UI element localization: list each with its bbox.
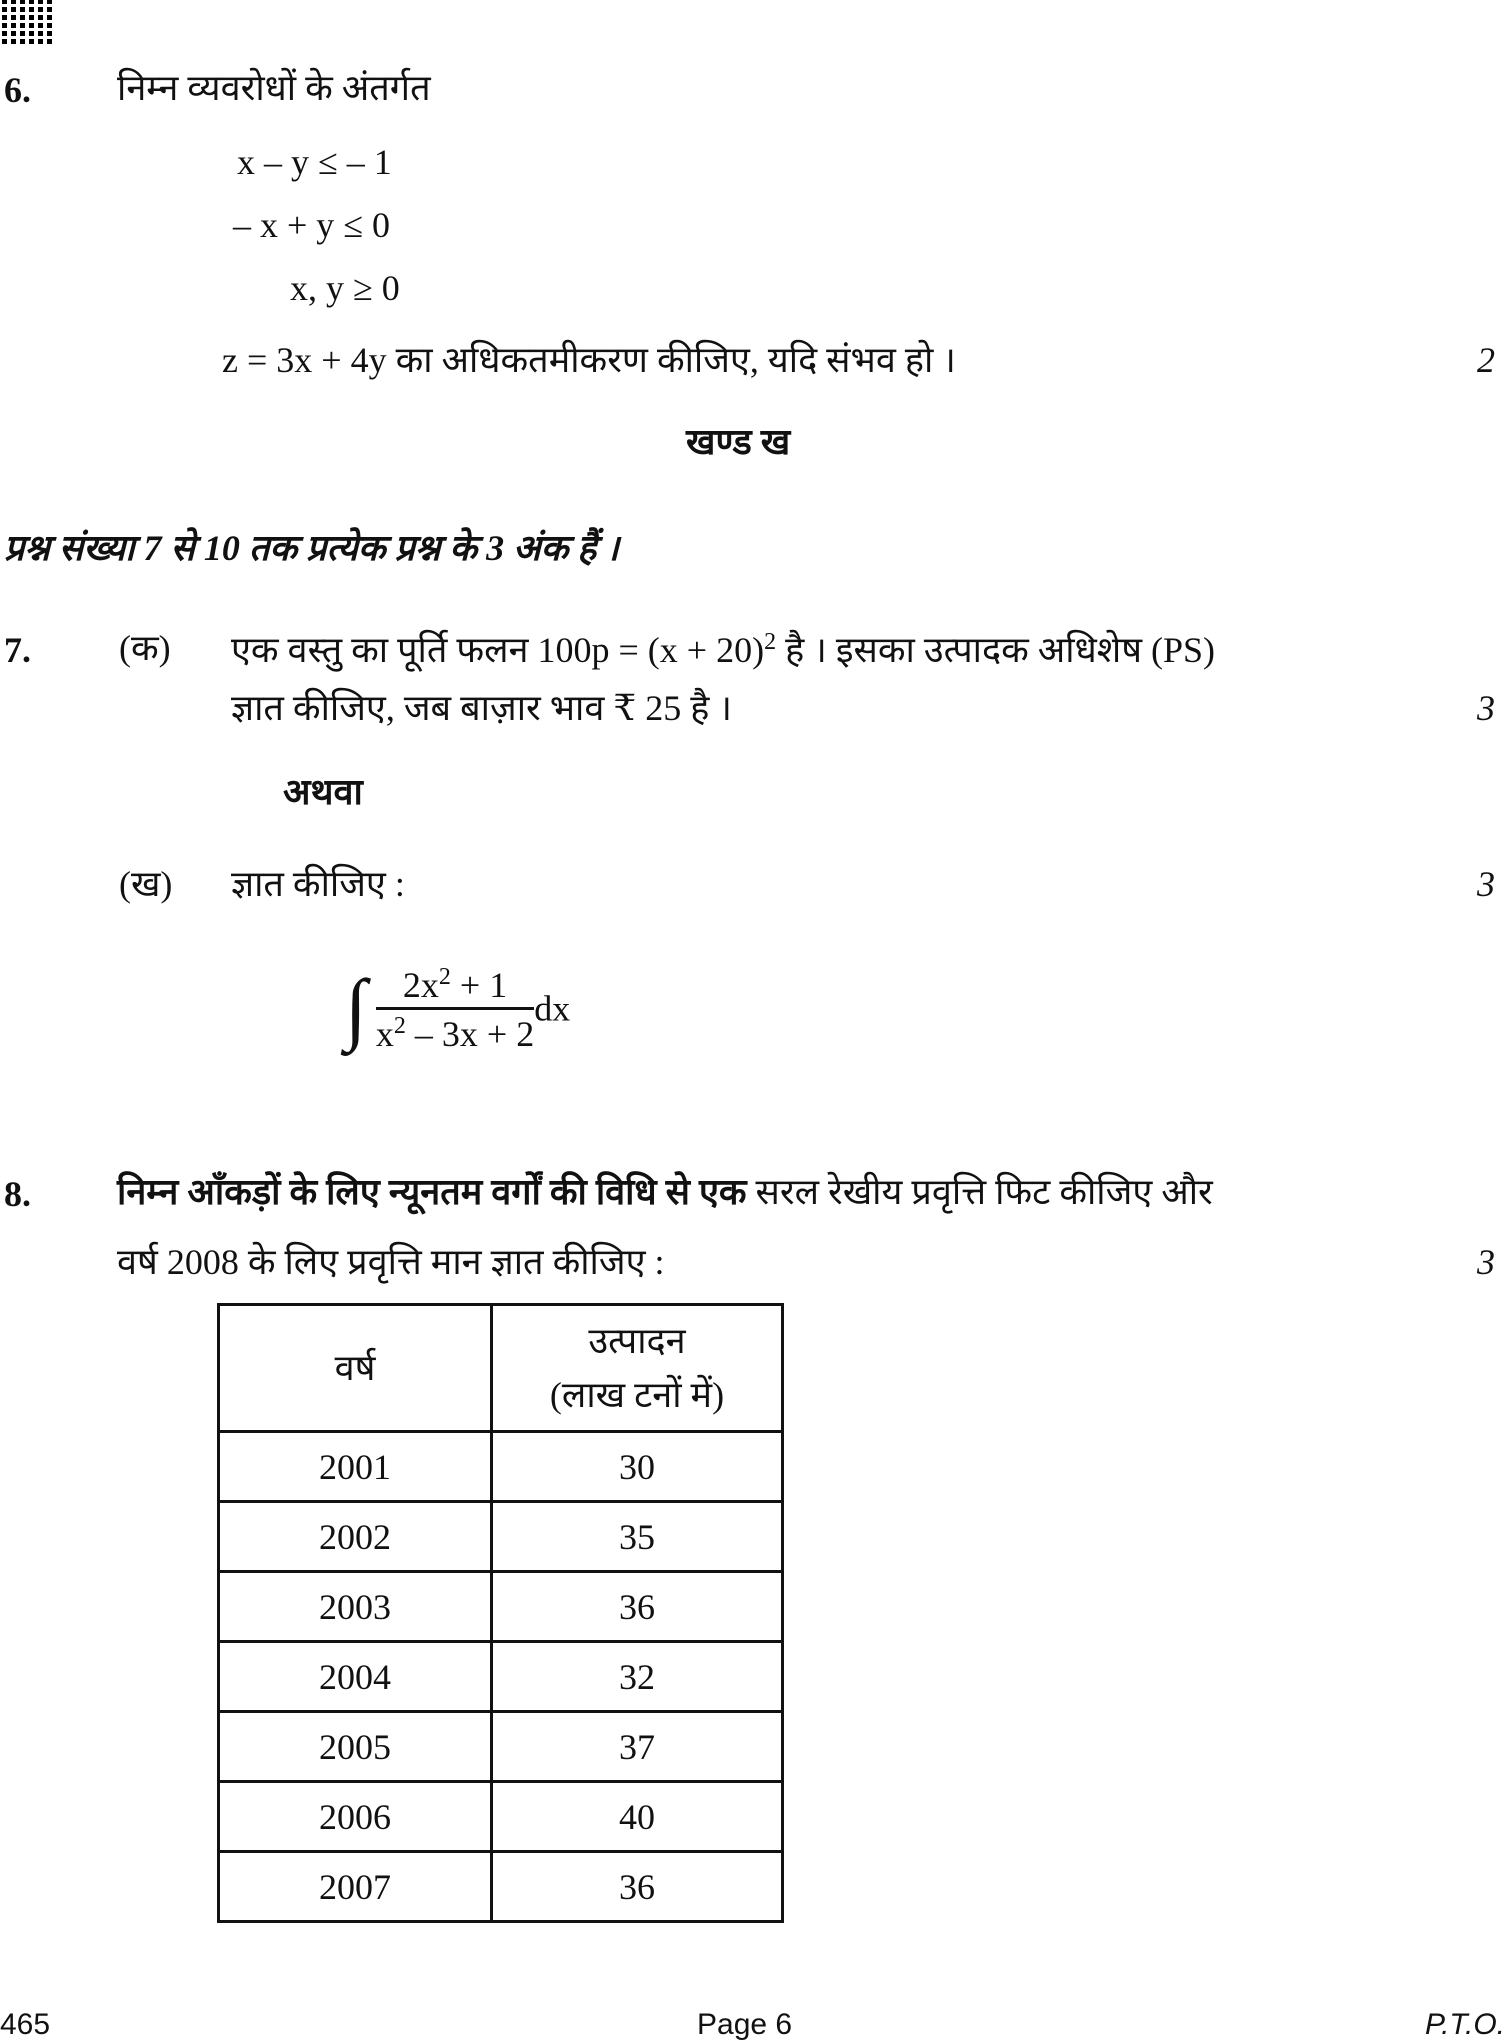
q8-number: 8.	[4, 1174, 31, 1214]
constraint-1: x – y ≤ – 1	[237, 142, 392, 182]
text: (लाख टनों में)	[549, 1375, 725, 1415]
q8-line1	[117, 1174, 1213, 1210]
section-instruction: प्रश्न संख्या 7 से 10 तक प्रत्येक प्रश्न के 3 अंक हैं ।	[4, 528, 619, 568]
cell-year: 2001	[219, 1432, 492, 1502]
q7-part-a-line1	[231, 630, 1215, 668]
q6-intro: निम्न व्यवरोधों के अंतर्गत	[117, 68, 431, 108]
qr-code	[2, 0, 56, 44]
header-year: वर्ष	[219, 1305, 492, 1432]
pto-label: P.T.O.	[1424, 2008, 1505, 2041]
q8-marks: 3	[1477, 1242, 1495, 1282]
text: निम्न आँकड़ों के लिए न्यूनतम वर्गों की विधि से एक	[117, 1172, 747, 1212]
q6-marks: 2	[1477, 340, 1495, 380]
cell-year: 2006	[219, 1782, 492, 1852]
table-row	[219, 1782, 783, 1852]
table-row	[219, 1642, 783, 1712]
dx: dx	[534, 988, 571, 1029]
q7-part-a-marks: 3	[1477, 688, 1495, 728]
text: 2x	[402, 965, 439, 1005]
cell-year: 2003	[219, 1572, 492, 1642]
or-label: अथवा	[283, 772, 363, 812]
q7-number: 7.	[4, 630, 31, 670]
integral-sign: ∫	[345, 964, 367, 1053]
q6-objective: z = 3x + 4y का अधिकतमीकरण कीजिए, यदि संभव हो ।	[222, 340, 956, 380]
cell-year: 2002	[219, 1502, 492, 1572]
q6-number: 6.	[4, 70, 31, 110]
integral-expression	[345, 965, 570, 1052]
table-row	[219, 1502, 783, 1572]
table-row	[219, 1852, 783, 1922]
q8-line2: वर्ष 2008 के लिए प्रवृत्ति मान ज्ञात कीजिए :	[117, 1242, 665, 1282]
page-number: Page 6	[697, 2008, 793, 2041]
cell-value: 30	[492, 1432, 783, 1502]
fraction	[376, 965, 534, 1052]
constraint-2: – x + y ≤ 0	[233, 205, 391, 245]
cell-year: 2005	[219, 1712, 492, 1782]
table-row	[219, 1712, 783, 1782]
cell-value: 37	[492, 1712, 783, 1782]
header-production	[492, 1305, 783, 1432]
cell-value: 36	[492, 1852, 783, 1922]
table-row	[219, 1572, 783, 1642]
superscript: 2	[393, 1013, 406, 1039]
section-title: खण्ड ख	[686, 422, 791, 462]
table-header	[219, 1305, 783, 1432]
constraint-3: x, y ≥ 0	[290, 268, 400, 308]
text: – 3x + 2	[405, 1014, 535, 1054]
text: है । इसका उत्पादक अधिशेष (PS)	[776, 630, 1216, 670]
data-table	[217, 1303, 784, 1923]
q7-part-b-label: (ख)	[119, 864, 173, 904]
cell-value: 35	[492, 1502, 783, 1572]
cell-year: 2004	[219, 1642, 492, 1712]
text: एक वस्तु का पूर्ति फलन 100p = (x + 20)	[231, 630, 765, 670]
text: + 1	[450, 965, 508, 1005]
q7-part-b-marks: 3	[1477, 864, 1495, 904]
table-row	[219, 1432, 783, 1502]
superscript: 2	[438, 964, 451, 990]
text: उत्पादन	[588, 1321, 686, 1361]
cell-value: 32	[492, 1642, 783, 1712]
superscript: 2	[764, 629, 777, 655]
paper-code: 465	[0, 2008, 51, 2041]
numerator	[376, 965, 534, 1010]
cell-value: 40	[492, 1782, 783, 1852]
q7-part-b-text: ज्ञात कीजिए :	[231, 864, 405, 904]
text: x	[375, 1014, 394, 1054]
cell-year: 2007	[219, 1852, 492, 1922]
q7-part-a-line2: ज्ञात कीजिए, जब बाज़ार भाव ₹ 25 है ।	[231, 688, 733, 728]
denominator	[376, 1010, 534, 1052]
text: सरल रेखीय प्रवृत्ति फिट कीजिए और	[746, 1172, 1213, 1212]
cell-value: 36	[492, 1572, 783, 1642]
q7-part-a-label: (क)	[119, 628, 171, 668]
